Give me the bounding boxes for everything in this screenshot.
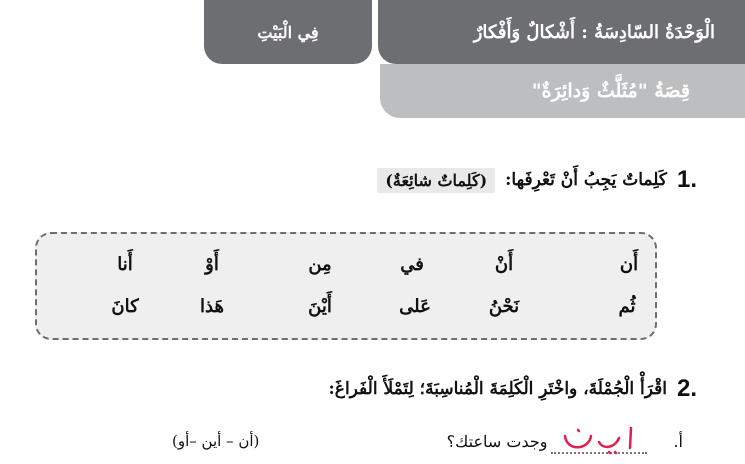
- item-a-letter: أ.: [673, 431, 683, 451]
- home-tab: [204, 0, 372, 64]
- word-item: نَحْنُ: [488, 296, 520, 317]
- item-a-options: (أن – أين –أو): [172, 432, 260, 450]
- section-2-heading: [329, 375, 697, 403]
- word-item: أَنا: [117, 254, 133, 275]
- word-item: مِن: [308, 254, 332, 275]
- word-item: كانَ: [111, 296, 139, 317]
- unit-title-tab: [378, 0, 745, 64]
- section-2-number: 2.: [676, 375, 697, 402]
- section-1-heading: [377, 166, 697, 194]
- story-title-tab: [380, 64, 745, 118]
- story-title: قِصَةُ "مُثَلَّثٌ وَدائِرَةٌ": [531, 80, 690, 102]
- section-2-instruction: اقْرَأْ الْجُمْلَةَ، واخْتَرِ الْكَلِمَةَ الْمُناسِبَةَ؛ لِتَمْلَأَ الْفَراغَ:: [328, 379, 667, 399]
- item-a-sentence: وجدت ساعتك؟: [446, 431, 548, 451]
- word-bank-row-1: [37, 254, 655, 284]
- word-bank-row-2: [37, 296, 655, 326]
- word-item: هَذا: [200, 296, 224, 317]
- unit-title: الْوَحْدَةُ السّادِسَةُ : أَشْكالٌ وَأَفْكارٌ: [473, 21, 715, 43]
- answer-blank[interactable]: [551, 428, 647, 454]
- word-item: أَيْنَ: [308, 296, 332, 317]
- word-item: عَلى: [399, 296, 431, 317]
- exercise-item-a: [447, 428, 683, 454]
- word-item: في: [400, 254, 424, 275]
- section-1-title: كَلِماتٌ يَجِبُ أَنْ تَعْرِفَها:: [505, 170, 667, 190]
- word-bank-box: [35, 232, 657, 340]
- word-item: ثُم: [618, 296, 636, 317]
- word-item: أَن: [619, 254, 639, 275]
- word-item: أَوْ: [205, 254, 219, 275]
- section-1-number: 1.: [676, 166, 697, 193]
- handwritten-answer-icon: [559, 422, 643, 456]
- common-words-hint: (كَلِماتٌ شائِعَةٌ): [377, 168, 495, 193]
- word-item: أَنْ: [494, 254, 514, 275]
- home-tab-label: فِي الْبَيْتِ: [257, 22, 319, 42]
